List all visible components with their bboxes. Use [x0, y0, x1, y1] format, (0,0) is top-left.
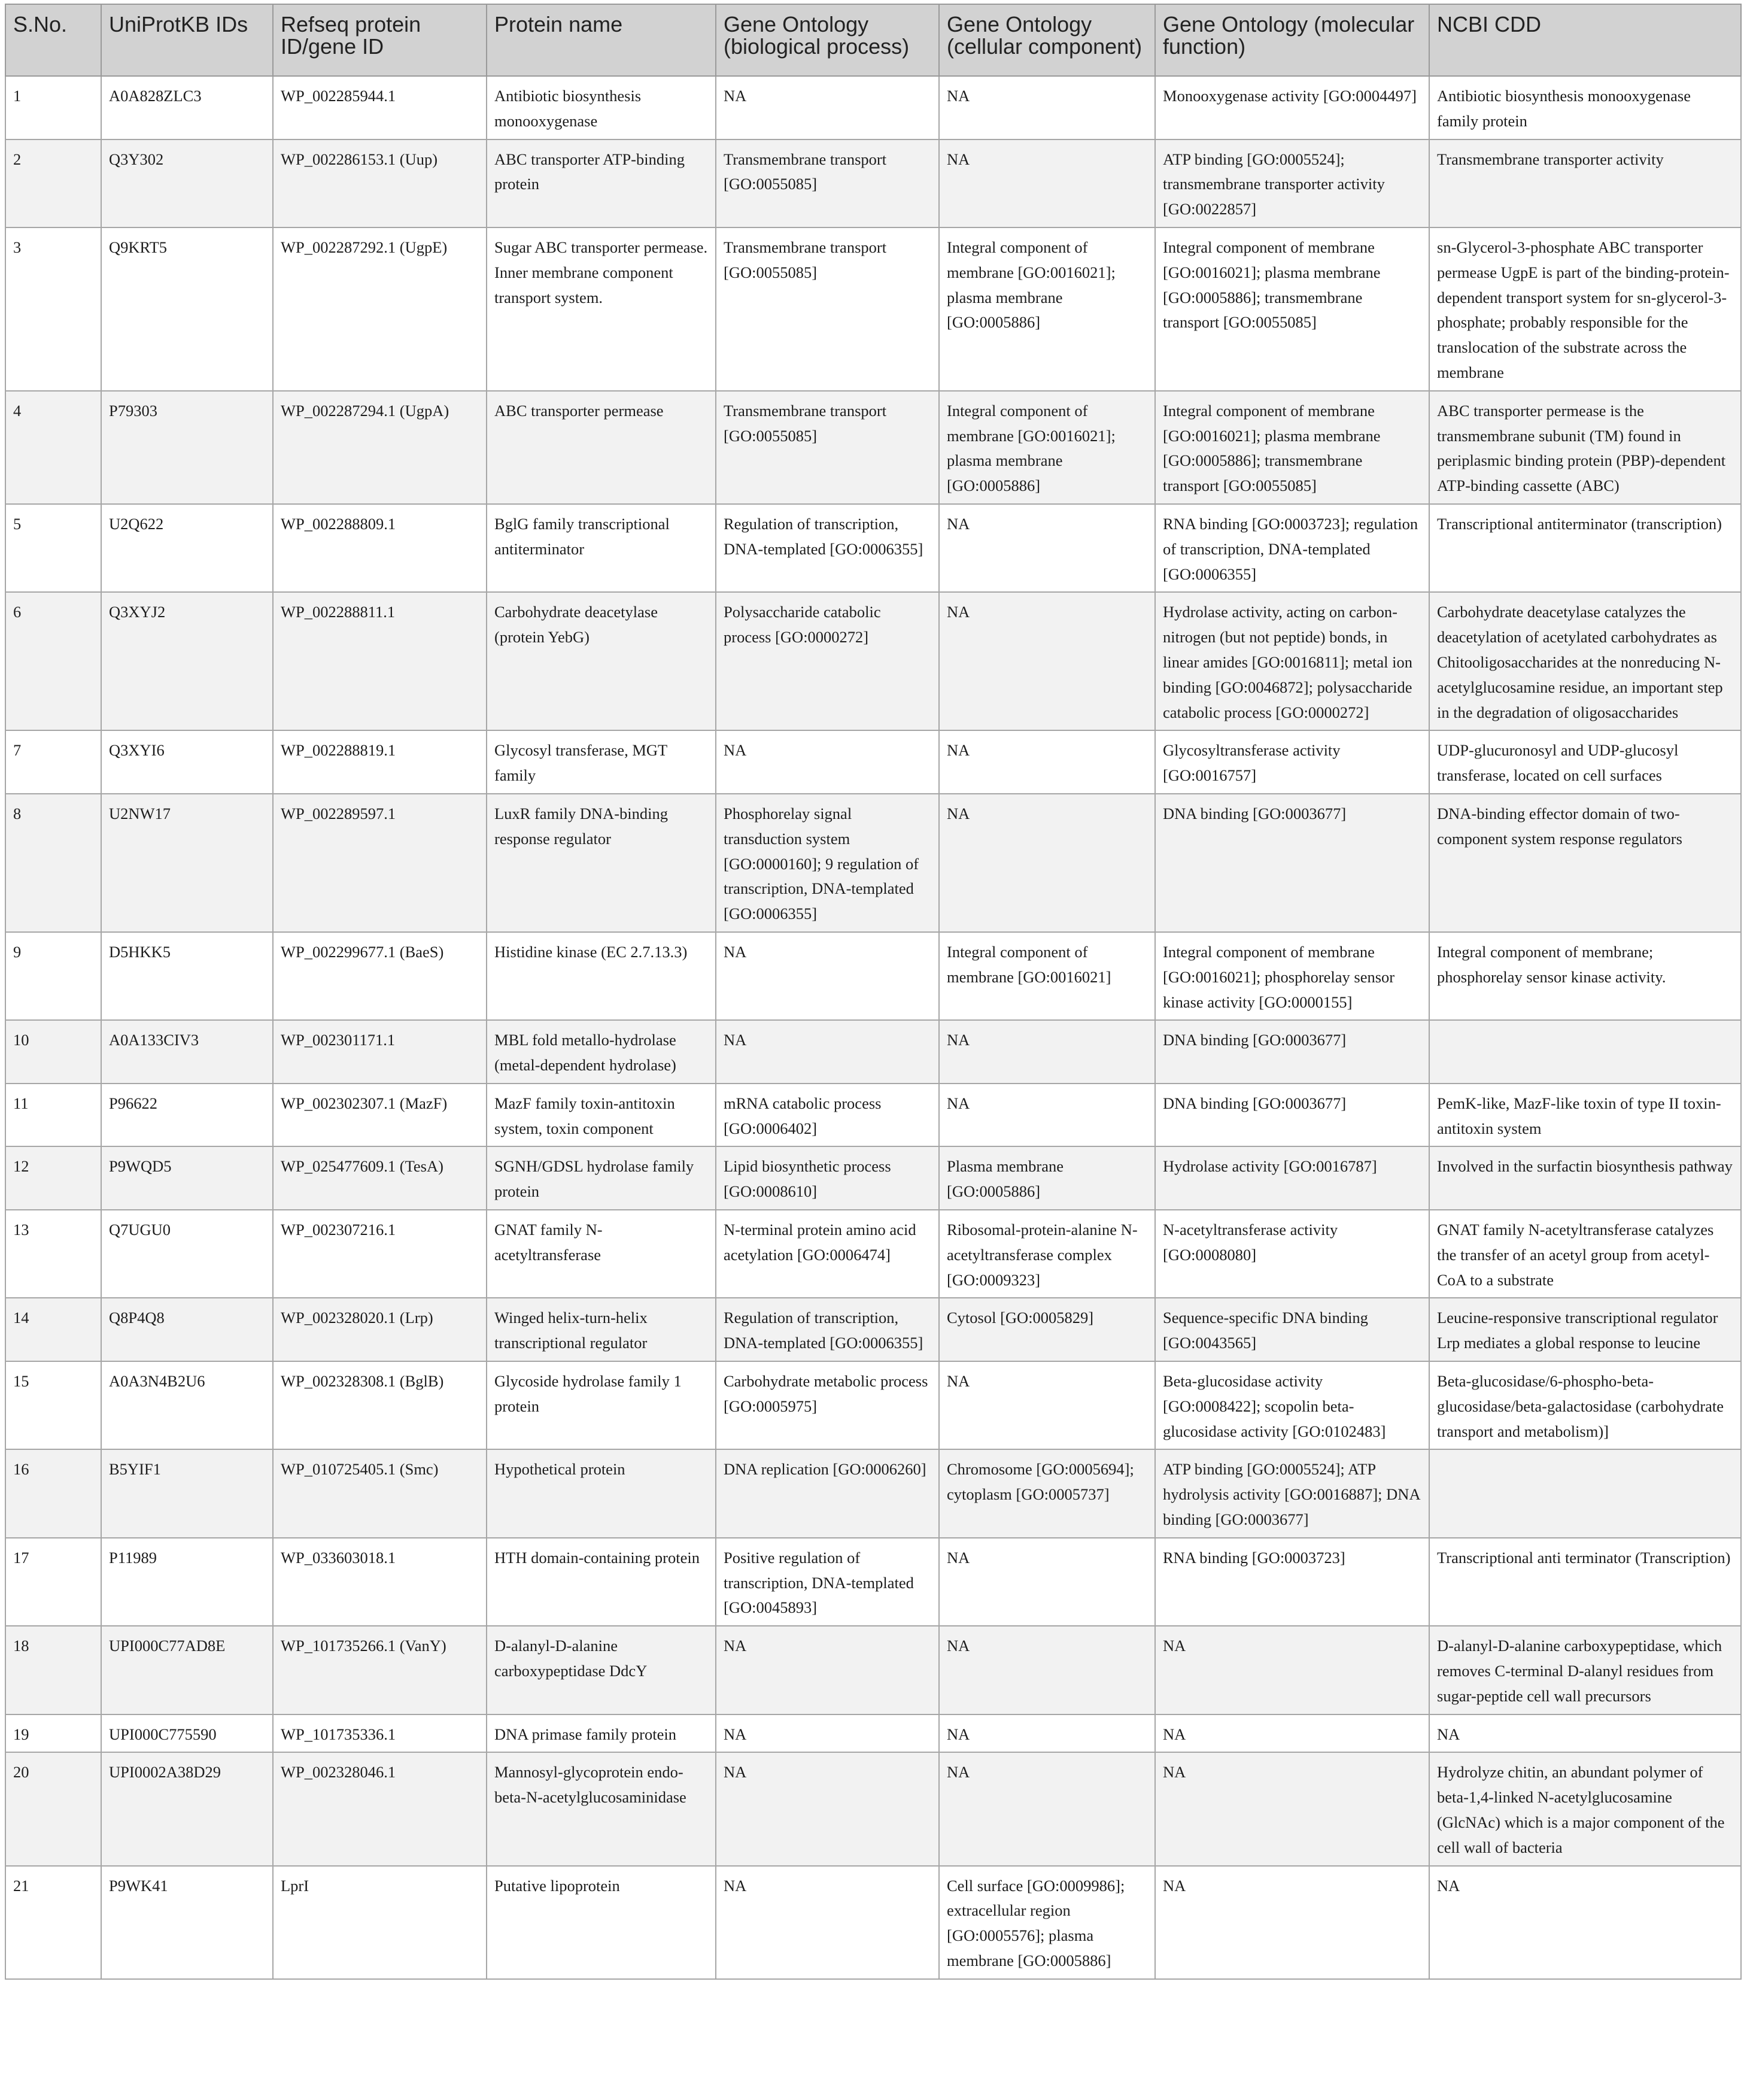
- header-ncbi-cdd: NCBI CDD: [1429, 4, 1741, 76]
- cell-protein-name: ABC transporter ATP-binding protein: [487, 139, 716, 227]
- cell-ncbi-cdd: [1429, 1020, 1741, 1084]
- cell-go-molecular-function: N-acetyltransferase activity [GO:0008080]: [1155, 1210, 1429, 1298]
- cell-ncbi-cdd: PemK-like, MazF-like toxin of type II toxin-antitoxin system: [1429, 1084, 1741, 1147]
- table-row: [5, 1146, 1741, 1210]
- cell-uniprotkb-id: A0A133CIV3: [101, 1020, 273, 1084]
- cell-go-cellular-component: Cell surface [GO:0009986]; extracellular region [GO:0005576]; plasma membrane [GO:0005886]: [939, 1866, 1155, 1979]
- cell-sno: 17: [5, 1538, 101, 1626]
- cell-ncbi-cdd: [1429, 1449, 1741, 1537]
- table-row: [5, 1866, 1741, 1979]
- cell-go-molecular-function: ATP binding [GO:0005524]; ATP hydrolysis activity [GO:0016887]; DNA binding [GO:0003677]: [1155, 1449, 1429, 1537]
- cell-ncbi-cdd: D-alanyl-D-alanine carboxypeptidase, which removes C-terminal D-alanyl residues from sugar-peptide cell wall precursors: [1429, 1626, 1741, 1714]
- cell-go-molecular-function: NA: [1155, 1752, 1429, 1865]
- cell-refseq-id: WP_101735266.1 (VanY): [273, 1626, 487, 1714]
- cell-uniprotkb-id: UPI0002A38D29: [101, 1752, 273, 1865]
- cell-protein-name: Sugar ABC transporter permease. Inner membrane component transport system.: [487, 227, 716, 391]
- table-row: [5, 794, 1741, 932]
- cell-go-cellular-component: NA: [939, 1752, 1155, 1865]
- cell-go-cellular-component: Integral component of membrane [GO:0016021]; plasma membrane [GO:0005886]: [939, 391, 1155, 504]
- header-uniprotkb-ids: UniProtKB IDs: [101, 4, 273, 76]
- cell-refseq-id: WP_002287292.1 (UgpE): [273, 227, 487, 391]
- cell-sno: 8: [5, 794, 101, 932]
- cell-sno: 19: [5, 1714, 101, 1753]
- cell-protein-name: MazF family toxin-antitoxin system, toxin component: [487, 1084, 716, 1147]
- cell-sno: 12: [5, 1146, 101, 1210]
- cell-go-molecular-function: Integral component of membrane [GO:0016021]; plasma membrane [GO:0005886]; transmembrane transport [GO:0055085]: [1155, 391, 1429, 504]
- header-row: [5, 4, 1741, 76]
- cell-go-cellular-component: NA: [939, 794, 1155, 932]
- cell-go-molecular-function: Integral component of membrane [GO:0016021]; plasma membrane [GO:0005886]; transmembrane transport [GO:0055085]: [1155, 227, 1429, 391]
- header-refseq-protein-id: Refseq protein ID/gene ID: [273, 4, 487, 76]
- cell-go-biological-process: NA: [716, 1752, 939, 1865]
- table-row: [5, 1714, 1741, 1753]
- cell-sno: 1: [5, 76, 101, 139]
- cell-sno: 21: [5, 1866, 101, 1979]
- cell-ncbi-cdd: UDP-glucuronosyl and UDP-glucosyl transferase, located on cell surfaces: [1429, 730, 1741, 794]
- cell-go-biological-process: NA: [716, 1020, 939, 1084]
- cell-uniprotkb-id: P96622: [101, 1084, 273, 1147]
- protein-annotation-table-container: [5, 4, 1740, 1980]
- table-row: [5, 932, 1741, 1020]
- cell-go-biological-process: Carbohydrate metabolic process [GO:0005975]: [716, 1361, 939, 1449]
- cell-ncbi-cdd: GNAT family N-acetyltransferase catalyzes the transfer of an acetyl group from acetyl-CoA to a substrate: [1429, 1210, 1741, 1298]
- cell-go-biological-process: NA: [716, 76, 939, 139]
- cell-protein-name: Hypothetical protein: [487, 1449, 716, 1537]
- cell-protein-name: LuxR family DNA-binding response regulator: [487, 794, 716, 932]
- cell-go-molecular-function: Beta-glucosidase activity [GO:0008422]; scopolin beta-glucosidase activity [GO:0102483]: [1155, 1361, 1429, 1449]
- cell-sno: 14: [5, 1298, 101, 1361]
- cell-uniprotkb-id: P9WK41: [101, 1866, 273, 1979]
- cell-uniprotkb-id: Q3XYJ2: [101, 592, 273, 730]
- cell-sno: 2: [5, 139, 101, 227]
- cell-uniprotkb-id: UPI000C77AD8E: [101, 1626, 273, 1714]
- cell-refseq-id: WP_002328308.1 (BglB): [273, 1361, 487, 1449]
- cell-uniprotkb-id: Q7UGU0: [101, 1210, 273, 1298]
- cell-go-cellular-component: Chromosome [GO:0005694]; cytoplasm [GO:0005737]: [939, 1449, 1155, 1537]
- cell-go-biological-process: mRNA catabolic process [GO:0006402]: [716, 1084, 939, 1147]
- cell-uniprotkb-id: UPI000C775590: [101, 1714, 273, 1753]
- cell-go-cellular-component: Cytosol [GO:0005829]: [939, 1298, 1155, 1361]
- cell-protein-name: Carbohydrate deacetylase (protein YebG): [487, 592, 716, 730]
- cell-go-molecular-function: Monooxygenase activity [GO:0004497]: [1155, 76, 1429, 139]
- header-go-molecular-function: Gene Ontology (molecular function): [1155, 4, 1429, 76]
- cell-go-biological-process: Transmembrane transport [GO:0055085]: [716, 391, 939, 504]
- cell-protein-name: HTH domain-containing protein: [487, 1538, 716, 1626]
- cell-go-biological-process: Positive regulation of transcription, DNA-templated [GO:0045893]: [716, 1538, 939, 1626]
- cell-ncbi-cdd: Transmembrane transporter activity: [1429, 139, 1741, 227]
- cell-go-cellular-component: NA: [939, 592, 1155, 730]
- cell-go-molecular-function: DNA binding [GO:0003677]: [1155, 1020, 1429, 1084]
- cell-sno: 20: [5, 1752, 101, 1865]
- header-protein-name: Protein name: [487, 4, 716, 76]
- header-go-cellular-component: Gene Ontology (cellular component): [939, 4, 1155, 76]
- cell-protein-name: Winged helix-turn-helix transcriptional regulator: [487, 1298, 716, 1361]
- cell-ncbi-cdd: Involved in the surfactin biosynthesis pathway: [1429, 1146, 1741, 1210]
- cell-go-biological-process: Transmembrane transport [GO:0055085]: [716, 227, 939, 391]
- cell-go-cellular-component: NA: [939, 139, 1155, 227]
- cell-ncbi-cdd: Leucine-responsive transcriptional regulator Lrp mediates a global response to leucine: [1429, 1298, 1741, 1361]
- cell-go-molecular-function: Hydrolase activity, acting on carbon-nitrogen (but not peptide) bonds, in linear amides [GO:0016811]; metal ion binding [GO:0046872]; polysaccharide catabolic process [GO:0000272]: [1155, 592, 1429, 730]
- cell-uniprotkb-id: B5YIF1: [101, 1449, 273, 1537]
- cell-sno: 13: [5, 1210, 101, 1298]
- cell-protein-name: Putative lipoprotein: [487, 1866, 716, 1979]
- cell-ncbi-cdd: Antibiotic biosynthesis monooxygenase family protein: [1429, 76, 1741, 139]
- cell-go-biological-process: NA: [716, 730, 939, 794]
- cell-protein-name: BglG family transcriptional antiterminator: [487, 504, 716, 592]
- cell-refseq-id: WP_002328020.1 (Lrp): [273, 1298, 487, 1361]
- cell-refseq-id: WP_025477609.1 (TesA): [273, 1146, 487, 1210]
- table-row: [5, 227, 1741, 391]
- table-row: [5, 76, 1741, 139]
- cell-uniprotkb-id: A0A828ZLC3: [101, 76, 273, 139]
- cell-protein-name: SGNH/GDSL hydrolase family protein: [487, 1146, 716, 1210]
- table-row: [5, 730, 1741, 794]
- table-row: [5, 139, 1741, 227]
- table-row: [5, 592, 1741, 730]
- cell-refseq-id: WP_002307216.1: [273, 1210, 487, 1298]
- table-row: [5, 1752, 1741, 1865]
- cell-uniprotkb-id: P79303: [101, 391, 273, 504]
- cell-refseq-id: WP_002289597.1: [273, 794, 487, 932]
- table-row: [5, 1538, 1741, 1626]
- table-row: [5, 1084, 1741, 1147]
- cell-go-molecular-function: Hydrolase activity [GO:0016787]: [1155, 1146, 1429, 1210]
- cell-go-biological-process: Transmembrane transport [GO:0055085]: [716, 139, 939, 227]
- table-row: [5, 504, 1741, 592]
- cell-uniprotkb-id: U2NW17: [101, 794, 273, 932]
- cell-go-biological-process: Polysaccharide catabolic process [GO:0000272]: [716, 592, 939, 730]
- cell-go-biological-process: Phosphorelay signal transduction system [GO:0000160]; 9 regulation of transcription, DNA-templated [GO:0006355]: [716, 794, 939, 932]
- header-sno: S.No.: [5, 4, 101, 76]
- cell-go-biological-process: NA: [716, 1714, 939, 1753]
- cell-ncbi-cdd: sn-Glycerol-3-phosphate ABC transporter permease UgpE is part of the binding-protein-dependent transport system for sn-glycerol-3-phosphate; probably responsible for the translocation of the substrate across the membrane: [1429, 227, 1741, 391]
- cell-refseq-id: WP_010725405.1 (Smc): [273, 1449, 487, 1537]
- cell-refseq-id: WP_002287294.1 (UgpA): [273, 391, 487, 504]
- cell-go-cellular-component: NA: [939, 76, 1155, 139]
- cell-uniprotkb-id: Q3Y302: [101, 139, 273, 227]
- cell-sno: 4: [5, 391, 101, 504]
- cell-ncbi-cdd: Integral component of membrane; phosphorelay sensor kinase activity.: [1429, 932, 1741, 1020]
- cell-ncbi-cdd: Transcriptional antiterminator (transcription): [1429, 504, 1741, 592]
- cell-refseq-id: WP_002299677.1 (BaeS): [273, 932, 487, 1020]
- table-row: [5, 391, 1741, 504]
- cell-uniprotkb-id: P9WQD5: [101, 1146, 273, 1210]
- cell-go-cellular-component: NA: [939, 504, 1155, 592]
- cell-refseq-id: WP_002288819.1: [273, 730, 487, 794]
- cell-refseq-id: WP_101735336.1: [273, 1714, 487, 1753]
- cell-refseq-id: LprI: [273, 1866, 487, 1979]
- cell-go-cellular-component: Plasma membrane [GO:0005886]: [939, 1146, 1155, 1210]
- cell-go-molecular-function: NA: [1155, 1866, 1429, 1979]
- cell-sno: 6: [5, 592, 101, 730]
- cell-ncbi-cdd: DNA-binding effector domain of two-component system response regulators: [1429, 794, 1741, 932]
- cell-uniprotkb-id: Q3XYI6: [101, 730, 273, 794]
- cell-go-biological-process: NA: [716, 1866, 939, 1979]
- cell-go-biological-process: NA: [716, 932, 939, 1020]
- cell-go-cellular-component: NA: [939, 1361, 1155, 1449]
- cell-refseq-id: WP_002286153.1 (Uup): [273, 139, 487, 227]
- table-row: [5, 1626, 1741, 1714]
- cell-ncbi-cdd: ABC transporter permease is the transmembrane subunit (TM) found in periplasmic binding protein (PBP)-dependent ATP-binding cassette (ABC): [1429, 391, 1741, 504]
- cell-protein-name: Histidine kinase (EC 2.7.13.3): [487, 932, 716, 1020]
- table-row: [5, 1020, 1741, 1084]
- cell-refseq-id: WP_033603018.1: [273, 1538, 487, 1626]
- cell-sno: 16: [5, 1449, 101, 1537]
- cell-sno: 15: [5, 1361, 101, 1449]
- cell-uniprotkb-id: Q9KRT5: [101, 227, 273, 391]
- table-body: [5, 76, 1741, 1979]
- cell-go-cellular-component: NA: [939, 1020, 1155, 1084]
- cell-sno: 10: [5, 1020, 101, 1084]
- cell-ncbi-cdd: Hydrolyze chitin, an abundant polymer of beta-1,4-linked N-acetylglucosamine (GlcNAc) which is a major component of the cell wall of bacteria: [1429, 1752, 1741, 1865]
- header-go-biological-process: Gene Ontology (biological process): [716, 4, 939, 76]
- cell-refseq-id: WP_002301171.1: [273, 1020, 487, 1084]
- cell-refseq-id: WP_002328046.1: [273, 1752, 487, 1865]
- cell-uniprotkb-id: Q8P4Q8: [101, 1298, 273, 1361]
- cell-ncbi-cdd: Carbohydrate deacetylase catalyzes the deacetylation of acetylated carbohydrates as Chitooligosaccharides at the nonreducing N-acetylglucosamine residue, an important step in the degradation of oligosaccharides: [1429, 592, 1741, 730]
- cell-go-biological-process: Lipid biosynthetic process [GO:0008610]: [716, 1146, 939, 1210]
- cell-refseq-id: WP_002285944.1: [273, 76, 487, 139]
- cell-protein-name: D-alanyl-D-alanine carboxypeptidase DdcY: [487, 1626, 716, 1714]
- cell-uniprotkb-id: A0A3N4B2U6: [101, 1361, 273, 1449]
- cell-go-molecular-function: Sequence-specific DNA binding [GO:0043565]: [1155, 1298, 1429, 1361]
- cell-go-molecular-function: DNA binding [GO:0003677]: [1155, 794, 1429, 932]
- cell-protein-name: ABC transporter permease: [487, 391, 716, 504]
- cell-sno: 9: [5, 932, 101, 1020]
- cell-go-molecular-function: DNA binding [GO:0003677]: [1155, 1084, 1429, 1147]
- cell-go-biological-process: N-terminal protein amino acid acetylation [GO:0006474]: [716, 1210, 939, 1298]
- cell-protein-name: Antibiotic biosynthesis monooxygenase: [487, 76, 716, 139]
- cell-go-cellular-component: NA: [939, 1714, 1155, 1753]
- cell-go-cellular-component: NA: [939, 1538, 1155, 1626]
- cell-go-cellular-component: Ribosomal-protein-alanine N-acetyltransferase complex [GO:0009323]: [939, 1210, 1155, 1298]
- cell-go-molecular-function: RNA binding [GO:0003723]; regulation of transcription, DNA-templated [GO:0006355]: [1155, 504, 1429, 592]
- cell-sno: 18: [5, 1626, 101, 1714]
- cell-protein-name: MBL fold metallo-hydrolase (metal-dependent hydrolase): [487, 1020, 716, 1084]
- cell-sno: 5: [5, 504, 101, 592]
- cell-go-molecular-function: NA: [1155, 1714, 1429, 1753]
- cell-go-cellular-component: NA: [939, 730, 1155, 794]
- cell-ncbi-cdd: NA: [1429, 1714, 1741, 1753]
- cell-ncbi-cdd: NA: [1429, 1866, 1741, 1979]
- cell-protein-name: Mannosyl-glycoprotein endo-beta-N-acetylglucosaminidase: [487, 1752, 716, 1865]
- cell-go-molecular-function: ATP binding [GO:0005524]; transmembrane transporter activity [GO:0022857]: [1155, 139, 1429, 227]
- cell-go-biological-process: DNA replication [GO:0006260]: [716, 1449, 939, 1537]
- cell-go-molecular-function: RNA binding [GO:0003723]: [1155, 1538, 1429, 1626]
- cell-uniprotkb-id: P11989: [101, 1538, 273, 1626]
- table-row: [5, 1298, 1741, 1361]
- cell-go-biological-process: Regulation of transcription, DNA-templated [GO:0006355]: [716, 1298, 939, 1361]
- table-row: [5, 1361, 1741, 1449]
- cell-refseq-id: WP_002288809.1: [273, 504, 487, 592]
- cell-go-molecular-function: Integral component of membrane [GO:0016021]; phosphorelay sensor kinase activity [GO:0000155]: [1155, 932, 1429, 1020]
- cell-sno: 11: [5, 1084, 101, 1147]
- cell-go-biological-process: NA: [716, 1626, 939, 1714]
- cell-go-biological-process: Regulation of transcription, DNA-templated [GO:0006355]: [716, 504, 939, 592]
- table-row: [5, 1210, 1741, 1298]
- cell-protein-name: DNA primase family protein: [487, 1714, 716, 1753]
- cell-go-cellular-component: NA: [939, 1084, 1155, 1147]
- cell-go-molecular-function: NA: [1155, 1626, 1429, 1714]
- cell-go-cellular-component: Integral component of membrane [GO:0016021]: [939, 932, 1155, 1020]
- cell-sno: 7: [5, 730, 101, 794]
- cell-protein-name: GNAT family N-acetyltransferase: [487, 1210, 716, 1298]
- cell-refseq-id: WP_002288811.1: [273, 592, 487, 730]
- cell-go-cellular-component: NA: [939, 1626, 1155, 1714]
- cell-protein-name: Glycoside hydrolase family 1 protein: [487, 1361, 716, 1449]
- cell-ncbi-cdd: Beta-glucosidase/6-phospho-beta-glucosidase/beta-galactosidase (carbohydrate transport and metabolism)]: [1429, 1361, 1741, 1449]
- cell-go-molecular-function: Glycosyltransferase activity [GO:0016757]: [1155, 730, 1429, 794]
- cell-ncbi-cdd: Transcriptional anti terminator (Transcription): [1429, 1538, 1741, 1626]
- cell-refseq-id: WP_002302307.1 (MazF): [273, 1084, 487, 1147]
- cell-go-cellular-component: Integral component of membrane [GO:0016021]; plasma membrane [GO:0005886]: [939, 227, 1155, 391]
- cell-uniprotkb-id: U2Q622: [101, 504, 273, 592]
- protein-annotation-table: [5, 4, 1742, 1980]
- table-row: [5, 1449, 1741, 1537]
- cell-protein-name: Glycosyl transferase, MGT family: [487, 730, 716, 794]
- cell-uniprotkb-id: D5HKK5: [101, 932, 273, 1020]
- cell-sno: 3: [5, 227, 101, 391]
